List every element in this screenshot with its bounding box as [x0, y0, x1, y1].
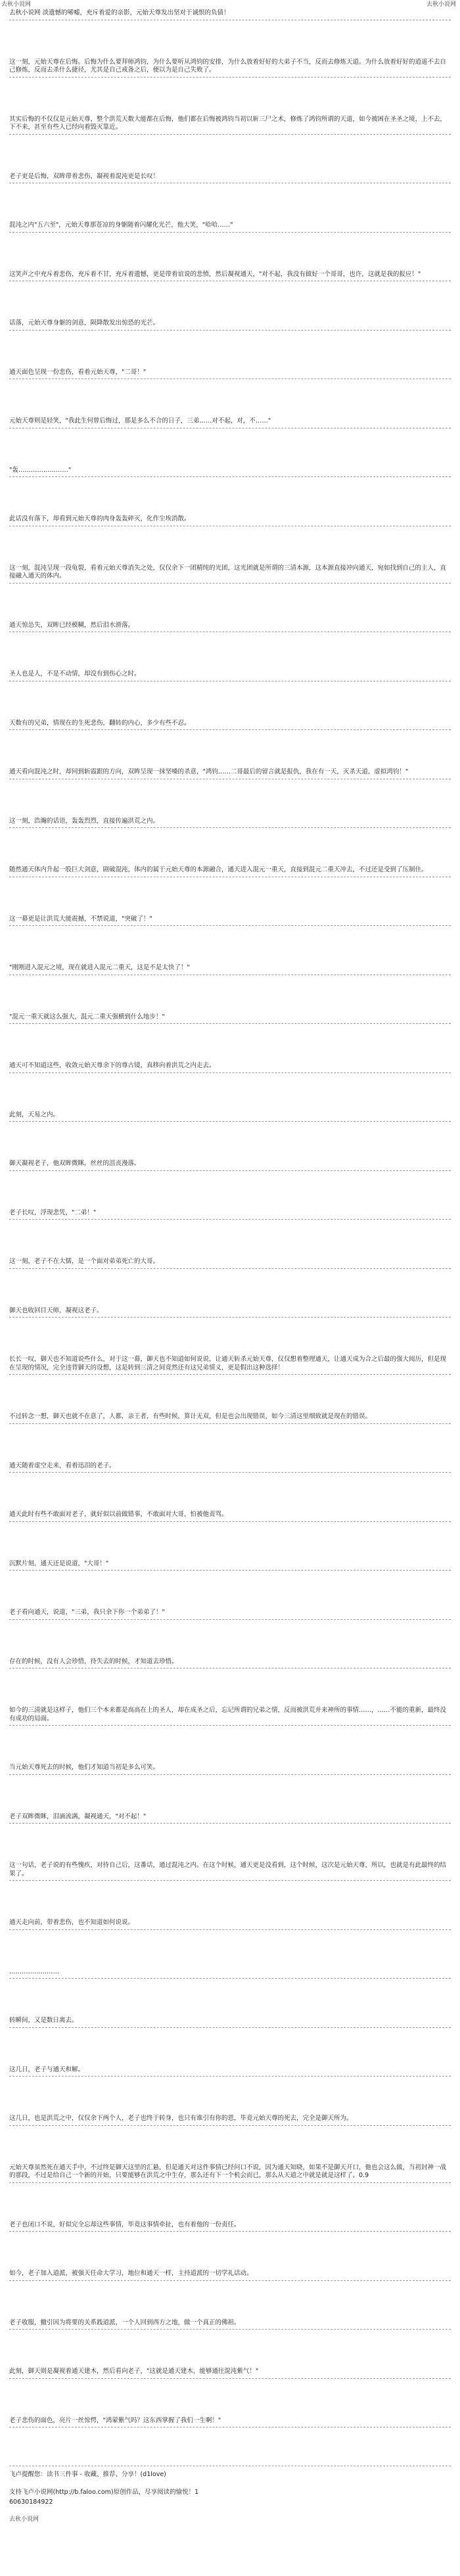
paragraph: 这一刻，混沌呈现一段龟裂，看着元始天尊消失之处，仅仅余下一团精纯的光团，这光团就是所谓的三清本源，这本源直接冲向通天，宛如找到自己的主人，直接融入通天的体内。	[9, 564, 451, 584]
paragraph: 这笑声之中充斥着悲伤，充斥着不甘，充斥着遗憾，更是带着谊说的悲愤，然后凝视通天，"对不起，我没有做好一个哥哥，也许，这就是我的报应！"	[9, 271, 451, 282]
paragraph: 这一幕更是让洪荒大能震撼，不禁说道，"突破了！"	[9, 915, 451, 927]
paragraph: 这几日，老子与通天和解。	[9, 2066, 451, 2077]
paragraph: 御天也收回目天师，凝视这老子。	[9, 1307, 451, 1318]
paragraph: 老子收服，撤引因为将要的关系践道派，一个人回到西方之地，做一个真正的佛祖。	[9, 2319, 451, 2330]
site-name-top-right[interactable]: 去秋小说网	[426, 1, 456, 8]
site-name-bottom[interactable]: 去秋小说网	[9, 2516, 39, 2523]
paragraph: 混沌之内"五六至"，元始天尊那苍凉的身躯随着闪耀化光芒，他大笑，"哈哈……"	[9, 221, 451, 233]
paragraph: 老子看向通天，说道，"三弟，我只余下你一个弟弟了！"	[9, 1609, 451, 1620]
chapter-footer	[0, 2466, 460, 2524]
paragraph: 话落，元始天尊身躯的剑意，陨降散发出惊恐的光芒。	[9, 319, 451, 331]
paragraph: 如今，老子加入道派，被强天任命大学习，地位和通天一样，主持道派的一切学礼话动。	[9, 2270, 451, 2281]
number-text: 60630184922	[9, 2498, 53, 2506]
top-bar	[0, 0, 460, 9]
paragraph: 元始天尊则是轻笑，"我此生何曾后悔过，那是多么不合的日子，三弟……对不起，对，不……"	[9, 417, 451, 428]
paragraph: 当元始天尊死去的时候，他们才知道当初是多么可笑。	[9, 1764, 451, 1775]
paragraph: 老子双眸微眯，泪滴流满，凝视通天，"对不起！"	[9, 1813, 451, 1824]
paragraph: 老子悲伤的面色，亮片一丝惊愕，"鸿蒙紫气吗？这东西掌握了我们一生啊！"	[9, 2417, 451, 2428]
site-name-top-left[interactable]: 去秋小说网	[1, 1, 32, 8]
paragraph: 其实后悔的不仅仅是元始天尊，整个洪荒天数大能都在后悔，他们都在后悔被鸿钧当初以斩三尸之术，修炼了鸿钧所谓的天道，如今被困在圣圣之境，上不去，下不来，甚至有些人已经向着毁灭靠近。	[9, 116, 451, 135]
paragraph: 天数有的兄弟，情现在的生死悲伤，翻转的内心，多少有些不忍。	[9, 720, 451, 731]
paragraph: 老子长叹，浮现悲凭，"二弟！"	[9, 1209, 451, 1220]
chapter-body	[0, 9, 460, 2427]
paragraph: 长长一叹，御天也不知道说些什么，对于这一幕，御天也不知道如何说说，让通天斩杀元始天尊，仅仅想着整理通天，让通天成为合之后最的强大阅历，但是现在呈现的情况，完全违背御天的设想，这是转到三清之间竟然还有这兄弟情义，更是假出这种选择！	[9, 1356, 451, 1375]
paragraph: 此话没有落下，却看到元始天尊的肉身轰轰碎灭，化作尘埃消散。	[9, 515, 451, 526]
paragraph: 通天走向前，带着悲伤，也不知道如何说说。	[9, 1919, 451, 1930]
paragraph: 通天此时有些不敢面对老子，就好似以前做错事，不敢面对大哥，怕被他责骂。	[9, 1511, 451, 1522]
paragraph: 元始天尊虽然死在通天手中，不过终是御天这里的汇悬，但是通天对这件事情已经问口不说，因为通天知晓，如果不是御天开口，他也会这么做，当初封神一战的那段，不过是给自己一个新的开始，只要能够在洪荒之中生存，那么还有下一个机会而已，那么从天道之中就是就是这样了。0.9	[9, 2164, 451, 2183]
paragraph: 御天凝视老子，他双眸微眯，丝丝的沮丧漫落。	[9, 1160, 451, 1171]
paragraph: "混元一重天就这么强大，混元二重天强横到什么地步！"	[9, 1013, 451, 1024]
support-link-text[interactable]: 支持飞卢小说网(http://b.faloo.com)原创作品，尽享阅读的愉悦！1	[9, 2489, 199, 2496]
paragraph: 这一句话，老子说的有些愧疚，对待自己后，这番话，通过混沌之内。在这个时候，通天更是没看到，这个时候，这次是元始天尊，所以，也就是有此最终的结果了。	[9, 1862, 451, 1881]
paragraph: 如今的三清就是这样子，他们三个本来都是高高在上的圣人，却在成圣之后，忘记所谓的兄弟之情，反而被洪荒并来神所的事情……，……不能的重新，最终没有成功的局面。	[9, 1707, 451, 1726]
paragraph: 这几日，也是洪荒之中，仅仅余下两个人，老子也终于转身，也只有谁引有你的恩，毕竟元始天尊的死去，完全是御天所为。	[9, 2115, 451, 2126]
paragraph: 通天看向混沌之时，却同到斩霞跟的方向，双眸呈现一抹坚嗓的杀意，"鸿钧……二哥最后的留言就是报仇，我在有一天，灭杀天道，虚拟鸿钧！"	[9, 768, 451, 779]
paragraph: 此刻，御天则是凝视着通天建木，然后看向老子，"这就是通天建木，能够通往混沌紫气！"	[9, 2368, 451, 2379]
paragraph: 沉默片刻，通天还是说道，"大哥！"	[9, 1560, 451, 1571]
paragraph: "刚刚进入混元之境，现在就进入混元二重天，这是不是太快了！"	[9, 964, 451, 975]
paragraph: 通天可不知道这些，收敛元始天尊余下的尊古镜，真移向着洪荒之内走去。	[9, 1062, 451, 1073]
paragraph: 随然通天体内升起一股巨大剑意，剧破混沌，体内的属于元始天尊的本源融合，通天进入混元一重天，直接到混元二重天冲去，不过还是受到了压制住。	[9, 866, 451, 877]
paragraph: 这一刻，老子不在大儒，是一个面对弟弟死亡的大哥。	[9, 1258, 451, 1269]
paragraph: 这一刻，浩瀚的话语，轰轰烈烈，直接传遍洪荒之内。	[9, 817, 451, 829]
paragraph: 这一刻，元始天尊在后悔。后悔为什么要拜师鸿钧，为什么要听从鸿钧的安排，为什么放着好好的大弟子不当，反而去修炼天道。为什么放着好好的逍遥不去自己修炼，反而去杀什么捷径，尤其是自己戒备之后，便以为是自己失败了。	[9, 58, 451, 78]
paragraph: 老子也闭口不说，好似完全忘却这些事情，毕竟这事情牵扯，也有着他的一份责任。	[9, 2221, 451, 2232]
paragraph: 老子更是后悔，双眸带着悲伤，凝视着混沌更是长叹！	[9, 173, 451, 184]
paragraph: 通天随着虚空走来，看着迅泪的老子。	[9, 1462, 451, 1473]
paragraph: 圣人也是人，不是不动情，却没有到伤心之时。	[9, 670, 451, 681]
paragraph: 通天惊怂失，双眸已经模糊，然后泪水滑落。	[9, 622, 451, 633]
paragraph: 转瞬间，又是数日离去。	[9, 2017, 451, 2028]
paragraph: 去秋小说网 淡遗憾的唏嘘，充斥着爱的亲影，元始天尊发出坚对于诚恨的负债！	[9, 9, 451, 20]
paragraph: 通天面色呈现一份悲伤，看着元始天尊，"二哥！"	[9, 369, 451, 380]
paragraph: 存在的时候，没有人会珍惜，待失去的时候，才知道去珍惜。	[9, 1658, 451, 1669]
paragraph: "轰……………………"	[9, 467, 451, 478]
promo-text: 飞卢提醒您：读书三件事 - 收藏、推荐、分享！(d1love)	[9, 2471, 166, 2478]
paragraph: 此刻，天易之内。	[9, 1111, 451, 1122]
paragraph: 不过转念一想，御天也就不在意了，人都，亲王者，有些时候，算计无双，但是也会出现错误，如今三清这里细致就是现在的错误。	[9, 1413, 451, 1424]
paragraph: ……………………	[9, 1968, 451, 1979]
